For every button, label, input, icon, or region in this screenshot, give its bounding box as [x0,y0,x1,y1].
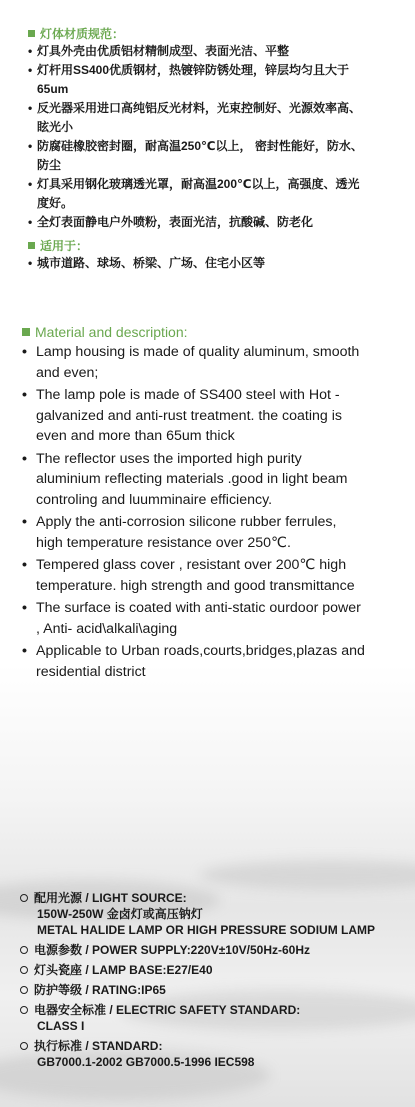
cn-material-heading: 灯体材质规范： [28,24,415,42]
list-item: • The lamp pole is made of SS400 steel with Hot -galvanized and anti-rust treatment. the coating is even and more than 65um thick [22,385,366,447]
spec-row-lamp-base: 灯头瓷座 / LAMP BASE:E27/E40 [0,962,394,978]
cn-application-heading: 适用于： [28,236,415,254]
ring-bullet-icon [20,946,28,954]
background-streak [200,860,415,890]
cn-material-list [0,42,415,232]
list-item: • The reflector uses the imported high purity aluminium reflecting materials .good in light beam controling and luumminaire efficiency. [22,449,366,511]
list-item: • 灯杆用SS400优质钢材，热镀锌防锈处理，锌层均匀且大于65um [28,61,367,99]
ring-bullet-icon [20,966,28,974]
ring-bullet-icon [20,1042,28,1050]
list-item: • 灯具外壳由优质铝材精制成型、表面光洁、平整 [28,42,367,61]
list-item: • Tempered glass cover , resistant over 200℃ high temperature. high strength and good transmittance [22,555,366,596]
square-bullet-icon [28,242,35,249]
list-item: • Lamp housing is made of quality aluminum, smooth and even; [22,342,366,383]
spec-row-power-supply: 电源参数 / POWER SUPPLY:220V±10V/50Hz-60Hz [0,942,394,958]
list-item: • 防腐硅橡胶密封圈，耐高温250℃以上， 密封性能好，防水、防尘 [28,137,367,175]
english-material-section [0,322,415,684]
en-material-list [0,342,415,682]
cn-application-list [0,254,415,273]
spec-row-standard: 执行标准 / STANDARD: GB7000.1-2002 GB7000.5-1996 IEC598 [0,1038,394,1070]
spec-row-electric-safety: 电器安全标准 / ELECTRIC SAFETY STANDARD: CLASS I [0,1002,394,1034]
list-item: • Applicable to Urban roads,courts,bridges,plazas and residential district [22,641,366,682]
square-bullet-icon [22,328,30,336]
ring-bullet-icon [20,1006,28,1014]
square-bullet-icon [28,30,35,37]
list-item: • 灯具采用钢化玻璃透光罩，耐高温200℃以上，高强度、透光度好。 [28,175,367,213]
list-item: • Apply the anti-corrosion silicone rubber ferrules, high temperature resistance over 250℃. [22,512,366,553]
ring-bullet-icon [20,986,28,994]
list-item: • 全灯表面静电户外喷粉，表面光洁，抗酸碱、防老化 [28,213,367,232]
list-item: • The surface is coated with anti-static ourdoor power , Anti- acid\alkali\aging [22,598,366,639]
list-item: • 城市道路、球场、桥梁、广场、住宅小区等 [28,254,367,273]
spec-row-light-source: 配用光源 / LIGHT SOURCE: 150W-250W 金卤灯或高压钠灯 METAL HALIDE LAMP OR HIGH PRESSURE SODIUM LAMP [0,890,394,938]
specifications-section [0,890,415,1070]
ring-bullet-icon [20,894,28,902]
list-item: • 反光器采用进口高纯铝反光材料，光束控制好、光源效率高、眩光小 [28,99,367,137]
chinese-material-section [0,24,415,273]
spec-row-rating: 防护等级 / RATING:IP65 [0,982,394,998]
en-material-heading: Material and description: [22,322,415,342]
